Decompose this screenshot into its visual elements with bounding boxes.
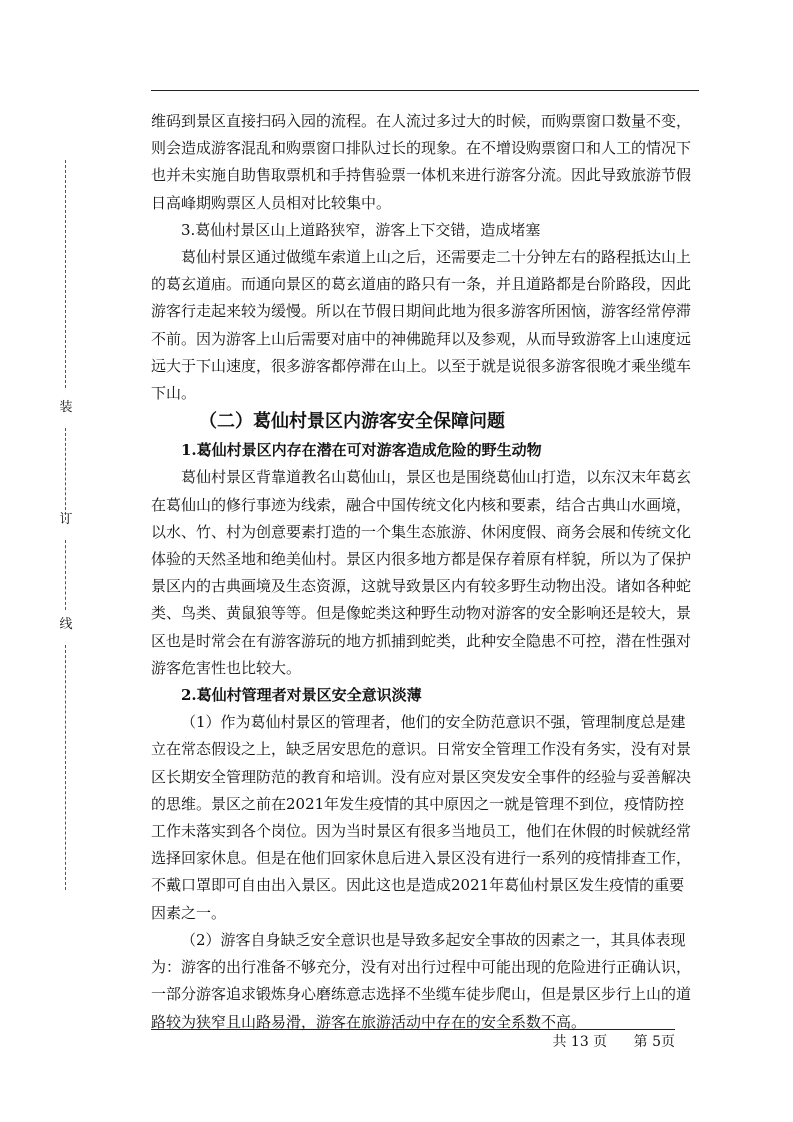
binding-label-ding: 订 [59, 512, 73, 527]
sub-heading: 3.葛仙村景区山上道路狭窄，游客上下交错，造成堵塞 [181, 220, 541, 239]
total-pages: 共 13 页 [552, 1034, 608, 1050]
paragraph: （2）游客自身缺乏安全意识也是导致多起安全事故的因素之一，其具体表现为：游客的出行准备不够充分，没有对出行过程中可能出现的危险进行正确认识，一部分游客追求锻炼身心磨练意志选择不坐缆车徒步爬山，但是景区步行上山的道路较为狭窄且山路易滑，游客在旅游活动中存在的安全系数不高。 [151, 930, 692, 1031]
current-page: 第 5页 [633, 1034, 675, 1050]
binding-dash-line [65, 428, 66, 520]
paragraph: 葛仙村景区背靠道教名山葛仙山，景区也是围绕葛仙山打造，以东汉末年葛玄在葛仙山的修行事迹为线索，融合中国传统文化内核和要素，结合古典山水画境，以水、竹、村为创意要素打造的一个集生态旅游、休闲度假、商务会展和传统文化体验的天然圣地和绝美仙村。景区内很多地方都是保存着原有样貌，所以为了保护景区内的古典画境及生态资源，这就导致景区内有较多野生动物出没。诸如各种蛇类、鸟类、黄鼠狼等等。但是像蛇类这种野生动物对游客的安全影响还是较大，景区也是时常会在有游客游玩的地方抓捕到蛇类，此种安全隐患不可控，潜在性强对游客危害性也比较大。 [151, 468, 692, 677]
bold-sub-heading: 2.葛仙村管理者对景区安全意识淡薄 [181, 686, 422, 705]
binding-dash-line [65, 540, 66, 610]
bold-sub-heading: 1.葛仙村景区内存在潜在可对游客造成危险的野生动物 [181, 441, 542, 460]
binding-dash-line [65, 160, 66, 388]
header-rule [151, 90, 699, 91]
page-footer [151, 1030, 675, 1054]
section-heading: （二）葛仙村景区内游客安全保障问题 [199, 411, 505, 433]
binding-margin [58, 160, 74, 890]
document-body [151, 108, 699, 1036]
binding-label-zhuang: 装 [59, 400, 73, 415]
binding-dash-line [65, 645, 66, 890]
paragraph: （1）作为葛仙村景区的管理者，他们的安全防范意识不强，管理制度总是建立在常态假设之上，缺乏居安思危的意识。日常安全管理工作没有务实，没有对景区长期安全管理防范的教育和培训。没有应对景区突发安全事件的经验与妥善解决的思维。景区之前在2021年发生疫情的其中原因之一就是管理不到位，疫情防控工作未落实到各个岗位。因为当时景区有很多当地员工，他们在休假的时候就经常选择回家休息。但是在他们回家休息后进入景区没有进行一系列的疫情排查工作，不戴口罩即可自由出入景区。因此这也是造成2021年葛仙村景区发生疫情的重要因素之一。 [151, 713, 692, 922]
paragraph: 葛仙村景区通过做缆车索道上山之后，还需要走二十分钟左右的路程抵达山上的葛玄道庙。而通向景区的葛玄道庙的路只有一条，并且道路都是台阶路段，因此游客行走起来较为缓慢。所以在节假日期间此地为很多游客所困恼，游客经常停滞不前。因为游客上山后需要对庙中的神佛跪拜以及参观，从而导致游客上山速度远远大于下山速度，很多游客都停滞在山上。以至于就是说很多游客很晚才乘坐缆车下山。 [151, 248, 692, 403]
binding-label-xian: 线 [59, 617, 73, 632]
paragraph: 维码到景区直接扫码入园的流程。在人流过多过大的时候，而购票窗口数量不变，则会造成游客混乱和购票窗口排队过长的现象。在不增设购票窗口和人工的情况下也并未实施自助售取票机和手持售验票一体机来进行游客分流。因此导致旅游节假日高峰期购票区人员相对比较集中。 [151, 112, 692, 212]
